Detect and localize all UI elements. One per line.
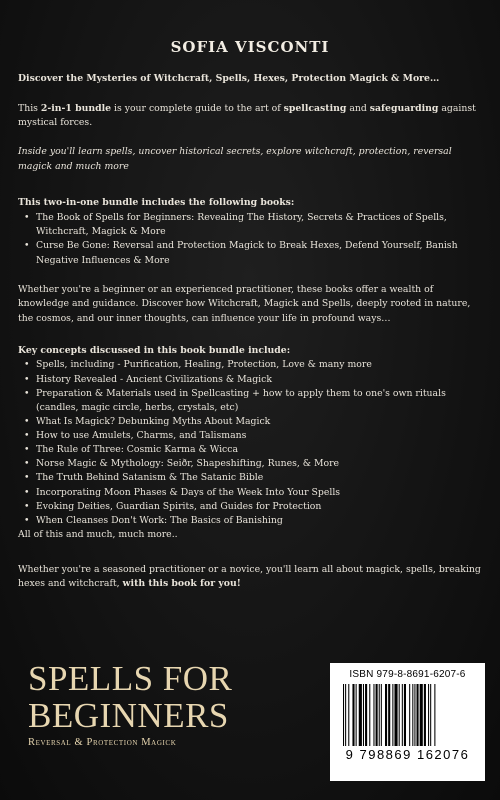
list-item: • Evoking Deities, Guardian Spirits, and Guides for Protection xyxy=(30,500,482,514)
list-item: • Preparation & Materials used in Spellcasting + how to apply them to one's own rituals (candles, magic circle, herbs, crystals, etc) xyxy=(30,387,482,415)
list-item: • Norse Magic & Mythology: Seiðr, Shapeshifting, Runes, & More xyxy=(30,457,482,471)
list-item: • History Revealed - Ancient Civilizations & Magick xyxy=(30,373,482,387)
key-concepts-list xyxy=(18,358,482,528)
logo-line-1: SPELLS FOR xyxy=(28,659,233,698)
key-concepts-heading: Key concepts discussed in this book bundle include: xyxy=(18,344,291,356)
books-heading: This two-in-one bundle includes the following books: xyxy=(18,197,295,209)
list-item: • The Rule of Three: Cosmic Karma & Wicca xyxy=(30,443,482,457)
tagline: Discover the Mysteries of Witchcraft, Spells, Hexes, Protection Magick & More… xyxy=(18,73,440,84)
intro-paragraph: This 2-in-1 bundle is your complete guide to the art of spellcasting and safeguarding against mystical forces. xyxy=(18,102,476,129)
list-item: • What Is Magick? Debunking Myths About Magick xyxy=(30,415,482,429)
barcode-box xyxy=(330,663,485,781)
description-paragraph: Whether you're a beginner or an experienced practitioner, these books offer a wealth of knowledge and guidance. Discover how Witchcraft, Magick and Spells, deeply rooted in nature, the cosmos, and our inner thoughts, can influence your life in profound ways… xyxy=(18,283,471,324)
barcode-digits: 9 798869 162076 xyxy=(345,747,470,762)
books-list xyxy=(18,211,482,268)
closing-paragraph: Whether you're a seasoned practitioner or a novice, you'll learn all about magick, spells, breaking hexes and witchcraft, with this book for you! xyxy=(18,563,481,590)
list-item: • The Book of Spells for Beginners: Revealing The History, Secrets & Practices of Spells, Witchcraft, Magick & More xyxy=(30,211,482,239)
logo-subtitle: Reversal & Protection Magick xyxy=(28,737,177,748)
logo-line-2: BEGINNERS xyxy=(28,696,229,735)
list-item: • Spells, including - Purification, Healing, Protection, Love & many more xyxy=(30,358,482,372)
list-item: • Curse Be Gone: Reversal and Protection Magick to Break Hexes, Defend Yourself, Banish Negative Influences & More xyxy=(30,239,482,267)
list-item: • Incorporating Moon Phases & Days of the Week Into Your Spells xyxy=(30,486,482,500)
inside-paragraph: Inside you'll learn spells, uncover historical secrets, explore witchcraft, protection, reversal magick and much more xyxy=(18,146,452,172)
isbn-text: ISBN 979-8-8691-6207-6 xyxy=(349,669,466,680)
barcode-icon xyxy=(340,684,476,746)
author-name: SOFIA VISCONTI xyxy=(170,38,330,56)
list-item: • The Truth Behind Satanism & The Satanic Bible xyxy=(30,471,482,485)
trailer-text: All of this and much, much more.. xyxy=(18,528,178,540)
list-item: • How to use Amulets, Charms, and Talismans xyxy=(30,429,482,443)
series-logo xyxy=(28,660,233,748)
list-item: • When Cleanses Don't Work: The Basics of Banishing xyxy=(30,514,482,528)
